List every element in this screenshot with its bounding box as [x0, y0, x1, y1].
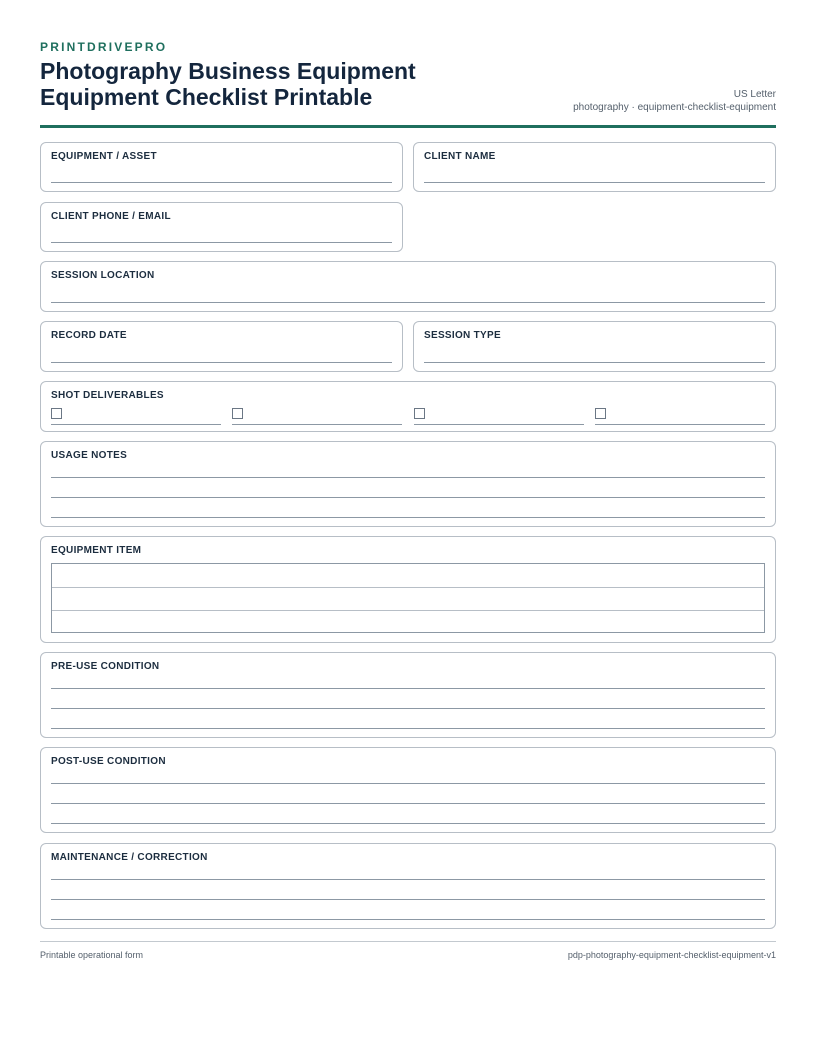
footer-right: pdp-photography-equipment-checklist-equipment-v1 — [567, 950, 776, 960]
write-line — [51, 302, 765, 303]
equipment-item-table[interactable] — [51, 563, 765, 633]
field-label: RECORD DATE — [51, 330, 127, 341]
table-row-divider — [52, 610, 764, 611]
field-label: SESSION TYPE — [424, 330, 501, 341]
field-label: USAGE NOTES — [51, 450, 128, 461]
write-line — [51, 708, 765, 709]
field-label: SHOT DELIVERABLES — [51, 390, 164, 401]
footer-left: Printable operational form — [40, 950, 144, 960]
deliverable-option[interactable] — [51, 408, 221, 425]
title-line-2: Equipment Checklist Printable — [40, 84, 373, 110]
shot-deliverables-field — [40, 381, 776, 432]
table-row-divider — [52, 587, 764, 588]
write-line — [51, 362, 392, 363]
maintenance-correction-field[interactable] — [40, 843, 776, 929]
deliverable-option[interactable] — [414, 408, 584, 425]
equipment-item-field — [40, 536, 776, 643]
checkbox[interactable] — [232, 408, 243, 419]
pre-use-condition-field[interactable] — [40, 652, 776, 738]
field-label: SESSION LOCATION — [51, 270, 155, 281]
write-line — [51, 242, 392, 243]
post-use-condition-field[interactable] — [40, 747, 776, 833]
equipment-asset-field[interactable] — [40, 142, 403, 192]
write-line — [51, 517, 765, 518]
client-name-field[interactable] — [413, 142, 776, 192]
write-line — [424, 182, 765, 183]
write-line — [51, 688, 765, 689]
field-label: EQUIPMENT / ASSET — [51, 151, 157, 162]
page-meta — [573, 88, 776, 114]
usage-notes-field[interactable] — [40, 441, 776, 527]
write-line — [51, 823, 765, 824]
title-line-1: Photography Business Equipment — [40, 58, 416, 84]
write-line — [51, 497, 765, 498]
field-label: PRE-USE CONDITION — [51, 661, 160, 672]
form-page — [40, 40, 776, 128]
write-line — [51, 182, 392, 183]
checkbox[interactable] — [414, 408, 425, 419]
write-line — [424, 362, 765, 363]
brand-name: PRINTDRIVEPRO — [40, 40, 168, 54]
write-line — [51, 899, 765, 900]
session-type-field[interactable] — [413, 321, 776, 372]
field-label: CLIENT PHONE / EMAIL — [51, 211, 171, 222]
write-line — [51, 728, 765, 729]
checkbox[interactable] — [595, 408, 606, 419]
write-line — [51, 783, 765, 784]
field-label: EQUIPMENT ITEM — [51, 545, 142, 556]
client-phone-email-field[interactable] — [40, 202, 403, 252]
field-label: MAINTENANCE / CORRECTION — [51, 852, 208, 863]
write-line — [51, 477, 765, 478]
write-line — [51, 803, 765, 804]
header — [40, 58, 776, 128]
field-label: CLIENT NAME — [424, 151, 496, 162]
footer — [40, 941, 776, 960]
session-location-field[interactable] — [40, 261, 776, 312]
deliverable-option[interactable] — [232, 408, 402, 425]
deliverable-option[interactable] — [595, 408, 765, 425]
template-path: photography · equipment-checklist-equipment — [573, 102, 776, 113]
write-line — [51, 879, 765, 880]
write-line — [51, 919, 765, 920]
paper-size: US Letter — [733, 89, 776, 100]
record-date-field[interactable] — [40, 321, 403, 372]
field-label: POST-USE CONDITION — [51, 756, 166, 767]
checkbox[interactable] — [51, 408, 62, 419]
